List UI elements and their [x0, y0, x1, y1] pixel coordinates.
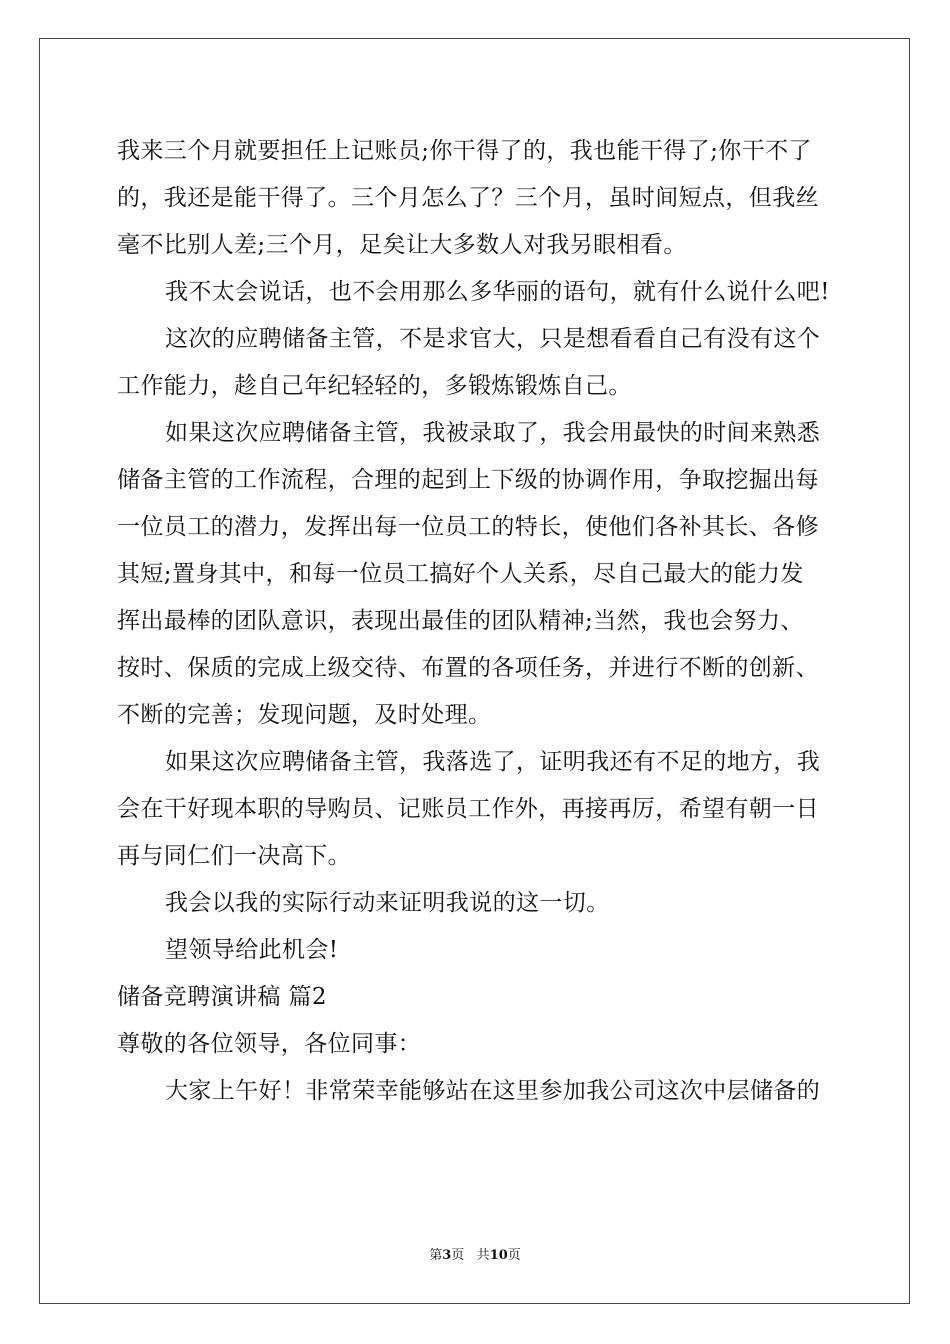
salutation: 尊敬的各位领导，各位同事：: [117, 1031, 422, 1057]
text-line: 挥出最棒的团队意识，表现出最佳的团队精神;当然，我也会努力、: [117, 608, 804, 634]
total-pages-number: 10: [489, 1248, 508, 1263]
text-line: 一位员工的潜力，发挥出每一位员工的特长，使他们各补其长、各修: [117, 514, 819, 540]
text-line: 我不太会说话，也不会用那么多华丽的语句，就有什么说什么吧!: [165, 279, 830, 305]
text-line: 按时、保质的完成上级交待、布置的各项任务，并进行不断的创新、: [117, 655, 819, 681]
text-line: 工作能力，趁自己年纪轻轻的，多锻炼锻炼自己。: [117, 373, 632, 399]
page-suffix: 页: [451, 1248, 465, 1263]
text-line: 我来三个月就要担任上记账员;你干得了的，我也能干得了;你干不了: [117, 138, 812, 164]
text-line: 这次的应聘储备主管，不是求官大，只是想看看自己有没有这个: [165, 326, 821, 352]
total-prefix: 共: [476, 1248, 490, 1263]
page-footer: [0, 1246, 950, 1266]
text-line: 储备主管的工作流程，合理的起到上下级的协调作用，争取挖掘出每: [117, 467, 819, 493]
section-heading: 储备竞聘演讲稿 篇2: [117, 984, 327, 1010]
text-line: 不断的完善；发现问题，及时处理。: [117, 702, 492, 728]
document-body: [117, 128, 839, 1115]
text-line: 大家上午好！非常荣幸能够站在这里参加我公司这次中层储备的: [165, 1078, 821, 1104]
current-page-number: 3: [442, 1248, 452, 1263]
text-line: 望领导给此机会!: [165, 937, 339, 963]
text-line: 如果这次应聘储备主管，我被录取了，我会用最快的时间来熟悉: [165, 420, 821, 446]
text-line: 会在干好现本职的导购员、记账员工作外，再接再厉，希望有朝一日: [117, 796, 819, 822]
text-line: 再与同仁们一决高下。: [117, 843, 351, 869]
text-line: 我会以我的实际行动来证明我说的这一切。: [165, 890, 610, 916]
total-suffix: 页: [507, 1248, 521, 1263]
text-line: 如果这次应聘储备主管，我落选了，证明我还有不足的地方，我: [165, 749, 821, 775]
text-line: 其短;置身其中，和每一位员工搞好个人关系，尽自己最大的能力发: [117, 561, 804, 587]
text-line: 毫不比别人差;三个月，足矣让大多数人对我另眼相看。: [117, 232, 687, 258]
page-prefix: 第: [429, 1248, 443, 1263]
text-line: 的，我还是能干得了。三个月怎么了？三个月，虽时间短点，但我丝: [117, 185, 819, 211]
